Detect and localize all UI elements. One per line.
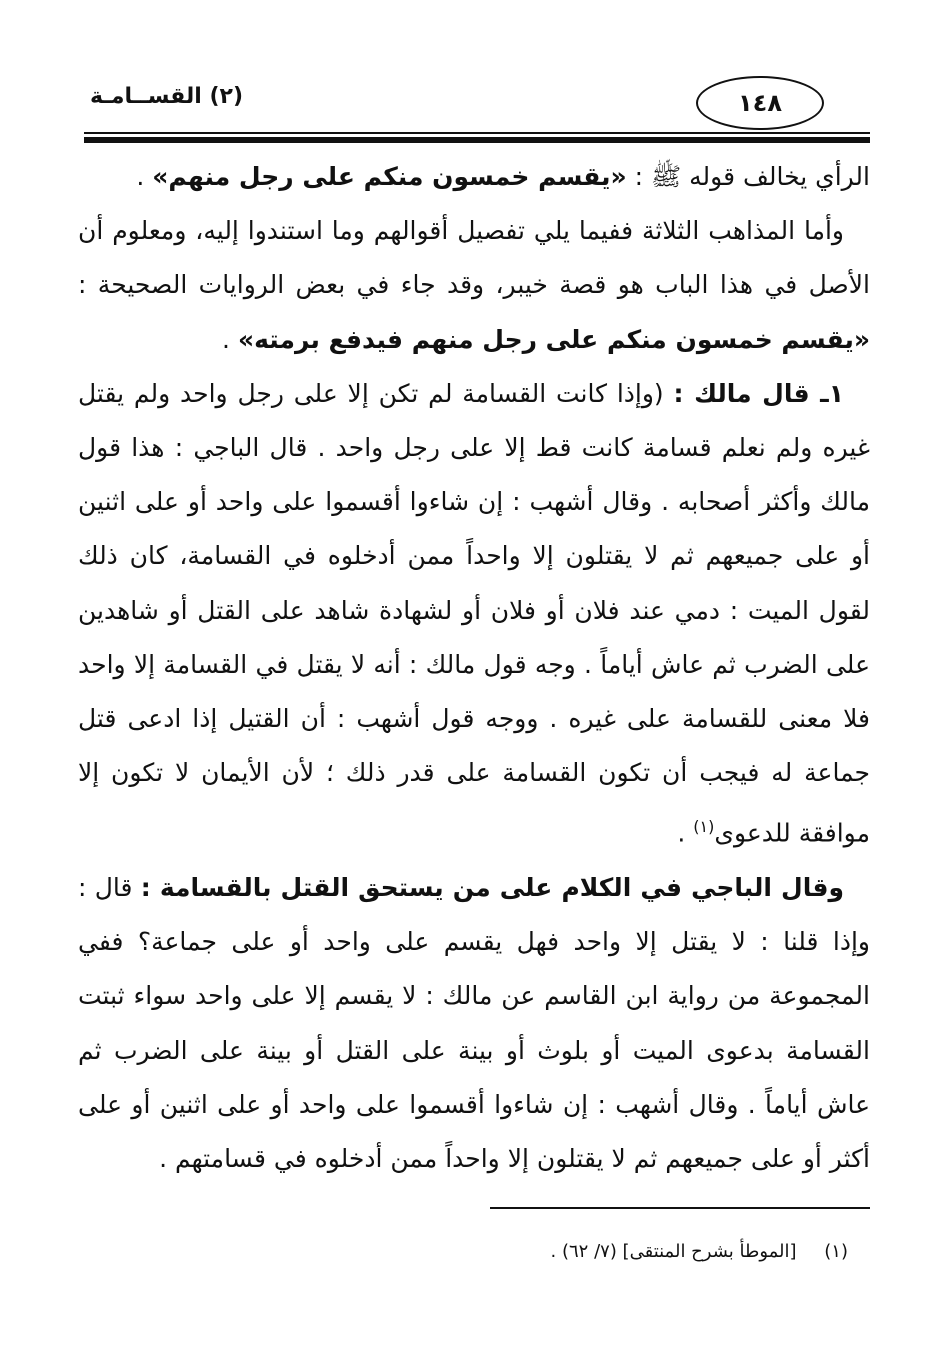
- text-span: الرأي يخالف قوله ﷺ :: [626, 162, 870, 191]
- text-span: وأما المذاهب الثلاثة ففيما يلي تفصيل أقوالهم وما استندوا إليه، ومعلوم أن الأصل في هذا الباب هو قصة خيبر، وقد جاء في بعض الروايات الصحيحة :: [78, 216, 870, 300]
- footnote-number: (١): [824, 1241, 848, 1262]
- footnote-separator: [490, 1207, 870, 1209]
- text-span: .: [136, 162, 153, 191]
- bold-text: ١ـ قال مالك :: [673, 378, 844, 408]
- footnote-text: [الموطأ بشرح المنتقى] (٧/ ٦٢) .: [550, 1241, 797, 1262]
- text-span: (وإذا كانت القسامة لم تكن إلا على رجل واحد ولم يقتل غيره ولم نعلم قسامة كانت قط إلا على رجل واحد . قال الباجي : هذا قول مالك وأكثر أصحابه . وقال أشهب : إن شاءوا أقسموا على واحد أو على اثنين أو على جميعهم ثم لا يقتلون إلا واحداً ممن أدخلوه في القسامة، كان ذلك لقول الميت : دمي عند فلان أو فلان أو لشهادة شاهد على القتل أو شاهدين على الضرب ثم عاش أياماً . وجه قول مالك : أنه لا يقتل في القسامة إلا واحد فلا معنى للقسامة على غيره . ووجه قول أشهب : أن القتيل إذا ادعى قتل جماعة له فيجب أن تكون القسامة على قدر ذلك ؛ لأن الأيمان لا تكون إلا موافقة للدعوى: [78, 378, 870, 848]
- page-number: ١٤٨: [738, 89, 782, 117]
- text-span: .: [677, 818, 694, 848]
- bold-text: «يقسم خمسون منكم على رجل منهم فيدفع برمته»: [237, 324, 870, 354]
- footnote-ref: (١): [693, 817, 715, 837]
- running-title: (٢) القســامـة: [90, 84, 244, 109]
- paragraph: [78, 861, 870, 1186]
- paragraph: [78, 150, 870, 204]
- paragraph: [78, 204, 870, 367]
- page-number-oval: [696, 76, 824, 130]
- footnote: [78, 1238, 848, 1266]
- bold-text: وقال الباجي في الكلام على من يستحق القتل بالقسامة :: [140, 872, 844, 902]
- main-text: [78, 150, 870, 1186]
- header-rule-thick: [84, 137, 870, 143]
- bold-text: «يقسم خمسون منكم على رجل منهم»: [152, 162, 627, 191]
- page-header: [78, 74, 870, 154]
- header-rule-thin: [84, 132, 870, 134]
- text-span: قال : وإذا قلنا : لا يقتل إلا واحد فهل يقسم على واحد أو على جماعة؟ ففي المجموعة من رواية ابن القاسم عن مالك : لا يقسم إلا على واحد سواء ثبتت القسامة بدعوى الميت أو بلوث أو بينة على القتل أو بينة على الضرب ثم عاش أياماً . وقال أشهب : إن شاءوا أقسموا على واحد أو على اثنين أو على أكثر أو على جميعهم ثم لا يقتلون إلا واحداً ممن أدخلوه في قسامتهم .: [78, 872, 870, 1173]
- paragraph: [78, 367, 870, 861]
- text-span: .: [222, 324, 238, 354]
